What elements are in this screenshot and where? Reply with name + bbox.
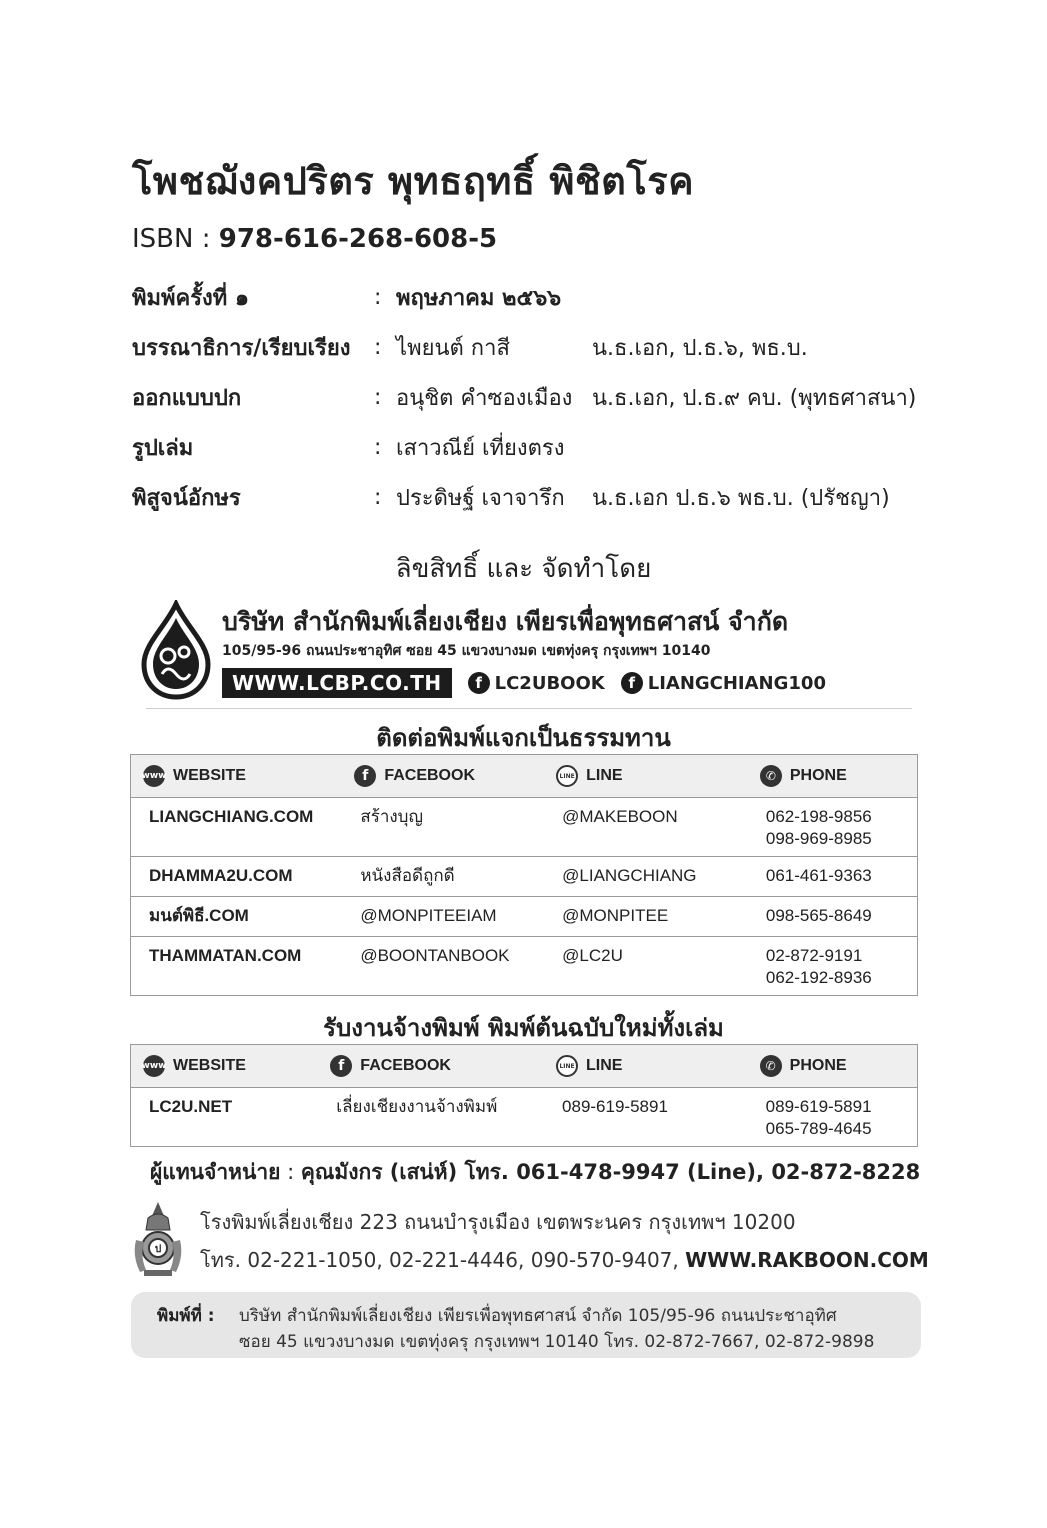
cell-facebook: หนังสือดีถูกดี [342,857,544,897]
isbn-label: ISBN : [132,224,219,254]
phone-number: 089-619-5891 [765,1097,872,1116]
phone-number: 061-461-9363 [765,866,872,885]
cell-facebook: สร้างบุญ [342,798,544,857]
credit-name: อนุชิต คำซองเมือง [396,385,573,411]
print-service-heading: รับงานจ้างพิมพ์ พิมพ์ต้นฉบับใหม่ทั้งเล่ม [323,1014,724,1042]
cell-line: @LC2U [544,937,748,996]
table-row [131,798,918,857]
publisher-address: 105/95-96 ถนนประชาอุทิศ ซอย 45 แขวงบางมด เขตทุ่งครุ กรุงเทพฯ 10140 [222,643,711,659]
header-line [544,755,748,798]
cell-line: @MAKEBOON [544,798,748,857]
printer-phones: โทร. 02-221-1050, 02-221-4446, 090-570-9407, [200,1248,686,1272]
publisher-name: บริษัท สำนักพิมพ์เลี่ยงเชียง เพียรเพื่อพุทธศาสน์ จำกัด [222,607,789,636]
credit-role: พิมพ์ครั้งที่ ๑ [132,285,249,311]
contact-table [130,754,918,996]
credit-degree: น.ธ.เอก, ป.ธ.๖, พธ.บ. [592,335,808,361]
credit-colon: : [374,334,382,360]
phone-number: 02-872-9191 [765,946,863,965]
header-website-label: WEBSITE [173,1057,246,1074]
header-phone-label: PHONE [789,1057,847,1074]
credit-colon: : [374,434,382,460]
svg-text:ป: ป [154,1244,162,1255]
cell-line: 089-619-5891 [544,1088,748,1147]
cell-website: DHAMMA2U.COM [131,857,343,897]
phone-number: 062-198-9856 [765,807,872,826]
publisher-logo-icon [138,600,214,700]
copyright-heading: ลิขสิทธิ์ และ จัดทำโดย [395,554,652,584]
header-line [544,1045,748,1088]
divider [146,708,912,709]
credit-name: ประดิษฐ์ เจาจารึก [396,485,565,511]
publisher-links [222,668,826,698]
cell-website: LC2U.NET [131,1088,319,1147]
cell-phone [748,897,918,937]
phone-number: 098-565-8649 [765,906,872,925]
cell-website: THAMMATAN.COM [131,937,343,996]
table-row [131,937,918,996]
dealer-line [150,1156,920,1189]
credit-row [132,422,952,472]
www-icon: www [143,765,165,787]
printed-at-line2: ซอย 45 แขวงบางมด เขตทุ่งครุ กรุงเทพฯ 10140 โทร. 02-872-7667, 02-872-9898 [239,1332,875,1352]
table-row [131,857,918,897]
header-facebook [318,1045,544,1088]
publisher-website-link[interactable]: WWW.LCBP.CO.TH [222,668,452,698]
header-phone [748,755,918,798]
facebook-link-liangchiang100[interactable] [621,672,826,694]
printer-website-link[interactable]: WWW.RAKBOON.COM [685,1248,929,1272]
printer-block [130,1200,929,1278]
credit-row [132,372,952,422]
contact-heading: ติดต่อพิมพ์แจกเป็นธรรมทาน [376,724,671,752]
cell-website: LIANGCHIANG.COM [131,798,343,857]
header-phone-label: PHONE [789,767,847,784]
credit-name: เสาวณีย์ เที่ยงตรง [396,435,565,461]
facebook-icon: f [621,672,643,694]
cell-phone [748,857,918,897]
dealer-separator: : [280,1160,301,1184]
credit-role: รูปเล่ม [132,435,194,461]
printer-address: โรงพิมพ์เลี่ยงเชียง 223 ถนนบำรุงเมือง เขตพระนคร กรุงเทพฯ 10200 [200,1210,796,1234]
facebook-link-label: LC2UBOOK [494,672,605,694]
cell-phone [748,1088,918,1147]
line-icon: LINE [556,1055,578,1077]
header-phone [748,1045,918,1088]
phone-icon: ✆ [760,765,782,787]
table-row [131,897,918,937]
printed-at-line1: บริษัท สำนักพิมพ์เลี่ยงเชียง เพียรเพื่อพุทธศาสน์ จำกัด 105/95-96 ถนนประชาอุทิศ [239,1306,837,1326]
line-icon: LINE [556,765,578,787]
credit-degree: น.ธ.เอก, ป.ธ.๙ คบ. (พุทธศาสนา) [592,385,917,411]
header-line-label: LINE [586,1057,623,1074]
phone-number: 098-969-8985 [765,829,872,848]
cell-facebook: เลี่ยงเชียงงานจ้างพิมพ์ [318,1088,544,1147]
facebook-link-lc2ubook[interactable] [468,672,605,694]
credits-list [132,272,952,522]
phone-icon: ✆ [760,1055,782,1077]
cell-facebook: @BOONTANBOOK [342,937,544,996]
header-facebook [342,755,544,798]
credit-role: ออกแบบปก [132,385,242,411]
printed-at-label: พิมพ์ที่ : [157,1306,215,1326]
table-header-row [131,755,918,798]
credit-degree: น.ธ.เอก ป.ธ.๖ พธ.บ. (ปรัชญา) [592,485,890,511]
facebook-icon: f [330,1055,352,1077]
www-icon: www [143,1055,165,1077]
publisher-block [138,600,928,700]
header-line-label: LINE [586,767,623,784]
credit-role: พิสูจน์อักษร [132,485,241,511]
emblem-icon [130,1200,186,1278]
facebook-icon: f [468,672,490,694]
dealer-label: ผู้แทนจำหน่าย [150,1160,281,1184]
table-row [131,1088,918,1147]
cell-phone [748,798,918,857]
cell-line: @LIANGCHIANG [544,857,748,897]
cell-facebook: @MONPITEEIAM [342,897,544,937]
cell-website: มนต์พิธี.COM [131,897,343,937]
credit-colon: : [374,384,382,410]
cell-phone [748,937,918,996]
credit-row [132,322,952,372]
printed-at-box [131,1292,921,1358]
table-header-row [131,1045,918,1088]
credit-role: บรรณาธิการ/เรียบเรียง [132,335,351,361]
printer-contact [200,1244,929,1276]
header-website [131,755,343,798]
phone-number: 065-789-4645 [765,1119,872,1138]
header-website-label: WEBSITE [173,767,246,784]
credit-row [132,472,952,522]
facebook-icon: f [354,765,376,787]
book-title: โพชฌังคปริตร พุทธฤทธิ์ พิชิตโรค [132,159,695,203]
print-service-table [130,1044,918,1147]
cell-line: @MONPITEE [544,897,748,937]
header-website [131,1045,319,1088]
credit-row [132,272,952,322]
dealer-text: คุณมังกร (เสน่ห์) โทร. 061-478-9947 (Line), 02-872-8228 [300,1160,921,1184]
credit-colon: : [374,484,382,510]
credit-name: ไพยนต์ กาสี [396,335,510,361]
credit-name: พฤษภาคม ๒๕๖๖ [396,285,562,311]
credit-colon: : [374,284,382,310]
facebook-link-label: LIANGCHIANG100 [647,672,826,694]
phone-number: 062-192-8936 [765,968,872,987]
header-facebook-label: FACEBOOK [384,767,475,784]
header-facebook-label: FACEBOOK [360,1057,451,1074]
isbn-line [132,224,497,254]
isbn-value: 978-616-268-608-5 [218,224,498,254]
